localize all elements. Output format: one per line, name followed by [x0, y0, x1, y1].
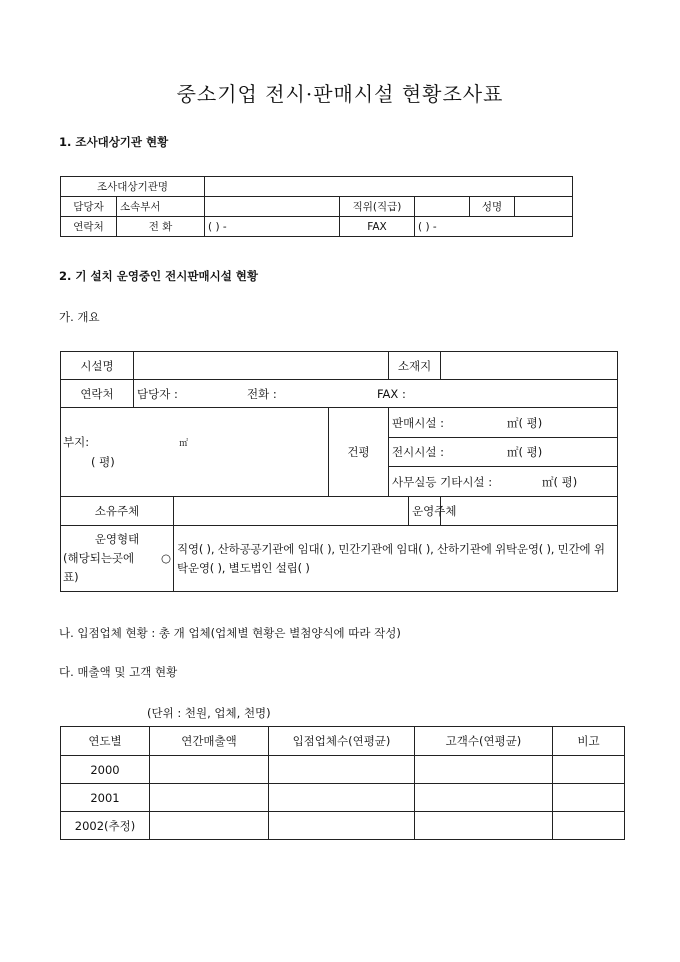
site-label: 부지: [63, 435, 90, 449]
remarks-cell[interactable] [553, 756, 625, 784]
sales-facility-label: 판매시설 : [392, 415, 444, 430]
display-facility-cell[interactable] [389, 438, 618, 467]
header-sales: 연간매출액 [150, 727, 269, 756]
position-field[interactable] [415, 197, 470, 217]
section2-heading: 2. 기 설치 운영중인 전시판매시설 현황 [59, 269, 259, 283]
page-title: 중소기업 전시·판매시설 현황조사표 [176, 82, 504, 106]
tenants-cell[interactable] [269, 756, 415, 784]
customers-cell[interactable] [415, 756, 553, 784]
manager-label: 담당자 [61, 197, 117, 217]
year-cell: 2001 [61, 784, 150, 812]
site-pyeong: ( 평) [91, 455, 115, 469]
owner-field[interactable] [174, 497, 409, 526]
sales-heading: 다. 매출액 및 고객 현황 [59, 665, 178, 679]
facility-name-field[interactable] [134, 352, 389, 380]
header-year: 연도별 [61, 727, 150, 756]
dept-label: 소속부서 [117, 197, 205, 217]
location-field[interactable] [441, 352, 618, 380]
remarks-cell[interactable] [553, 812, 625, 840]
sales-cell[interactable] [150, 756, 269, 784]
display-area-unit: ㎡( 평) [507, 445, 543, 459]
overview-heading: 가. 개요 [59, 310, 100, 324]
dept-field[interactable] [205, 197, 340, 217]
header-customers: 고객수(연평균) [415, 727, 553, 756]
operation-type-label: 운영형태 (해당되는곳에 ○ 표) [61, 526, 174, 592]
phone-field[interactable]: ( ) - [205, 217, 340, 237]
location-label: 소재지 [389, 352, 441, 380]
sales-cell[interactable] [150, 784, 269, 812]
name-field[interactable] [515, 197, 573, 217]
operation-type-options[interactable]: 직영( ), 산하공공기관에 임대( ), 민간기관에 임대( ), 산하기관에 위탁운영( ), 민간에 위탁운영( ), 별도법인 설립( ) [174, 526, 618, 592]
operator-label: 운영주체 [409, 497, 441, 526]
year-cell: 2000 [61, 756, 150, 784]
tenant-status: 나. 입점업체 현황 : 총 개 업체(업체별 현황은 별첨양식에 따라 작성) [59, 626, 401, 640]
facility-phone-label: 전화 : [247, 386, 277, 401]
position-label: 직위(직급) [340, 197, 415, 217]
phone-label: 전 화 [117, 217, 205, 237]
remarks-cell[interactable] [553, 784, 625, 812]
name-label: 성명 [470, 197, 515, 217]
facility-contact-field[interactable] [134, 380, 618, 408]
site-area-cell[interactable] [61, 408, 329, 497]
fax-label: FAX [340, 217, 415, 237]
contact-label: 연락처 [61, 217, 117, 237]
facility-fax-label: FAX : [377, 386, 406, 401]
tenants-cell[interactable] [269, 784, 415, 812]
customers-cell[interactable] [415, 784, 553, 812]
operator-field[interactable] [441, 497, 618, 526]
year-cell: 2002(추정) [61, 812, 150, 840]
fax-field[interactable]: ( ) - [415, 217, 573, 237]
floor-area-label: 건평 [329, 408, 389, 497]
table-row [61, 756, 625, 784]
owner-label: 소유주체 [61, 497, 174, 526]
display-facility-label: 전시시설 : [392, 445, 444, 459]
header-remarks: 비고 [553, 727, 625, 756]
facility-manager-label: 담당자 : [137, 386, 178, 401]
site-unit: ㎡ [179, 439, 189, 449]
sales-facility-cell[interactable] [389, 408, 618, 438]
office-area-unit: ㎡( 평) [542, 474, 578, 489]
operation-type-label-text: 운영형태 [94, 532, 140, 546]
facility-contact-label: 연락처 [61, 380, 134, 408]
customers-cell[interactable] [415, 812, 553, 840]
sales-table [60, 726, 625, 840]
unit-note: (단위 : 천원, 업체, 천명) [147, 706, 271, 720]
facility-overview-table [60, 351, 618, 592]
sales-cell[interactable] [150, 812, 269, 840]
header-tenants: 입점업체수(연평균) [269, 727, 415, 756]
tenants-cell[interactable] [269, 812, 415, 840]
office-facility-cell[interactable] [389, 467, 618, 497]
org-info-table [60, 176, 573, 237]
table-row [61, 784, 625, 812]
table-row [61, 812, 625, 840]
org-name-label: 조사대상기관명 [61, 177, 205, 197]
org-name-field[interactable] [205, 177, 573, 197]
sales-area-unit: ㎡( 평) [507, 415, 543, 430]
office-facility-label: 사무실등 기타시설 : [392, 474, 493, 489]
section1-heading: 1. 조사대상기관 현황 [59, 135, 169, 149]
facility-name-label: 시설명 [61, 352, 134, 380]
